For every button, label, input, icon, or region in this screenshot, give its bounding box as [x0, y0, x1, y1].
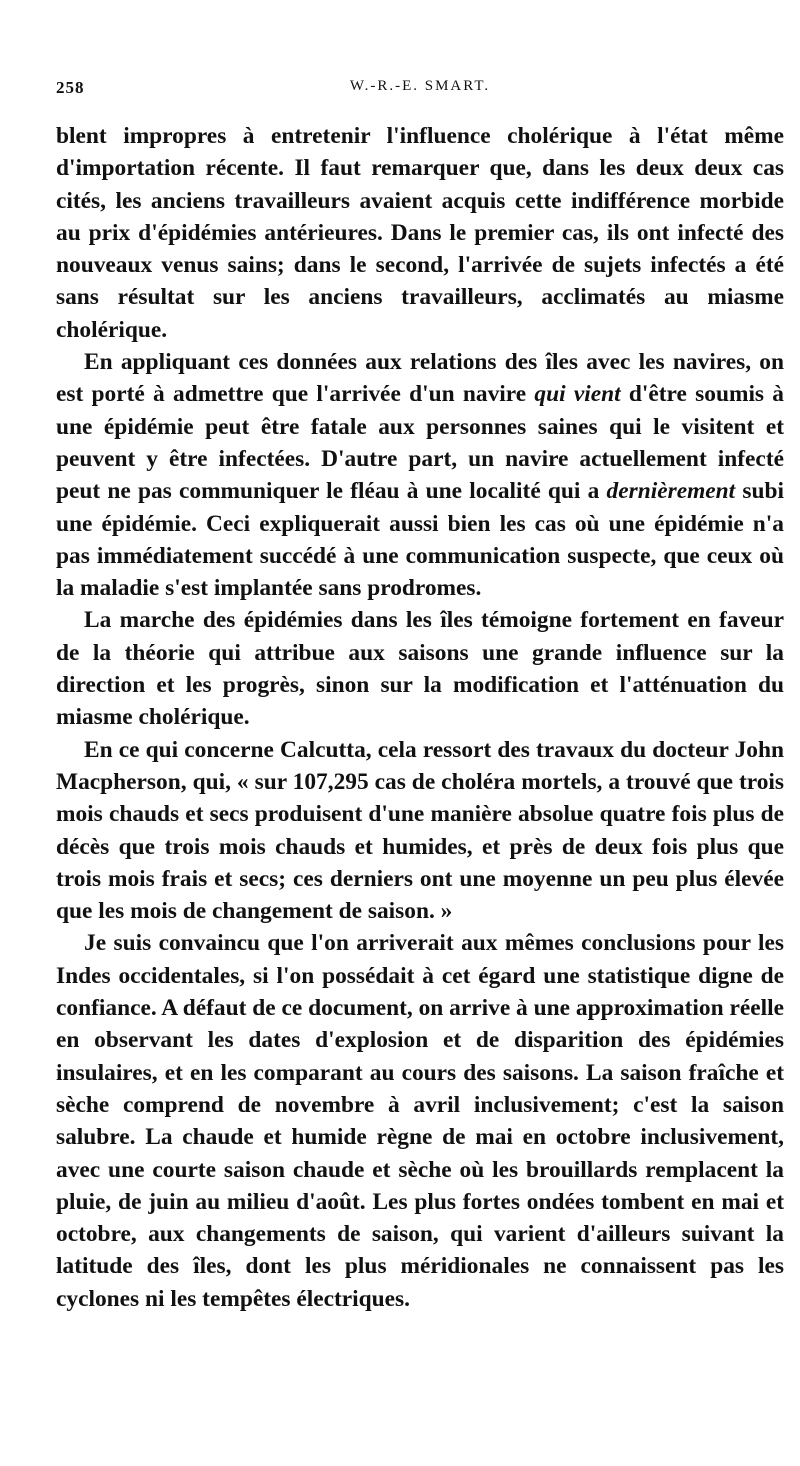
paragraph-4: En ce qui concerne Calcutta, cela ressort des travaux du docteur John Macpherson, qui, « sur 107,295 cas de choléra mortels, a trouvé que trois mois chauds et secs produisent d'une manière absolue quatre fois plus de décès que trois mois chauds et humides, et près de deux fois plus que trois mois frais et secs; ces derniers ont une moyenne un peu plus élevée que les mois de changement de saison. » [56, 736, 784, 925]
body-text [56, 120, 784, 1315]
book-page [56, 68, 784, 1315]
running-head [56, 68, 784, 108]
paragraph-2-text-c: subi une épidémie. Ceci expliquerait aussi bien les cas où une épidémie n'a pas immédiatement succédé à une communication suspecte, que ceux où la maladie s'est implantée sans prodromes. [56, 478, 784, 602]
paragraph-5: Je suis convaincu que l'on arriverait aux mêmes conclusions pour les Indes occidentales, si l'on possédait à cet égard une statistique digne de confiance. A défaut de ce document, on arrive à une approximation réelle en observant les dates d'explosion et de disparition des épidémies insulaires, et en les comparant au cours des saisons. La saison fraîche et sèche comprend de novembre à avril inclusivement; c'est la saison salubre. La chaude et humide règne de mai en octobre inclusivement, avec une courte saison chaude et sèche où les brouillards remplacent la pluie, de juin au milieu d'août. Les plus fortes ondées tombent en mai et octobre, aux changements de saison, qui varient d'ailleurs suivant la latitude des îles, dont les plus méridionales ne connaissent pas les cyclones ni les tempêtes électriques. [56, 930, 784, 1312]
running-title: W.-R.-E. SMART. [349, 78, 491, 94]
paragraph-2-text-a: En appliquant ces données aux relations des îles avec les navires, on est porté à admettre que l'arrivée d'un navire [56, 349, 784, 408]
paragraph-2-emphasis-1: qui vient [534, 381, 621, 408]
page-number: 258 [56, 78, 85, 97]
paragraph-2 [56, 346, 784, 604]
paragraph-2-emphasis-2: dernièrement [606, 478, 736, 505]
paragraph-3: La marche des épidémies dans les îles témoigne fortement en faveur de la théorie qui attribue aux saisons une grande influence sur la direction et les progrès, sinon sur la modification et l'atténuation du miasme cholérique. [56, 607, 784, 731]
paragraph-1: blent impropres à entretenir l'influence cholérique à l'état même d'importation récente. Il faut remarquer que, dans les deux deux cas cités, les anciens travailleurs avaient acquis cette indifférence morbide au prix d'épidémies antérieures. Dans le premier cas, ils ont infecté des nouveaux venus sains; dans le second, l'arrivée de sujets infectés a été sans résultat sur les anciens travailleurs, acclimatés au miasme cholérique. [56, 123, 784, 343]
paragraph-2-text-b: d'être soumis à une épidémie peut être fatale aux personnes saines qui le visitent et peuvent y être infectées. D'autre part, un navire actuellement infecté peut ne pas communiquer le fléau à une localité qui a [56, 381, 784, 505]
